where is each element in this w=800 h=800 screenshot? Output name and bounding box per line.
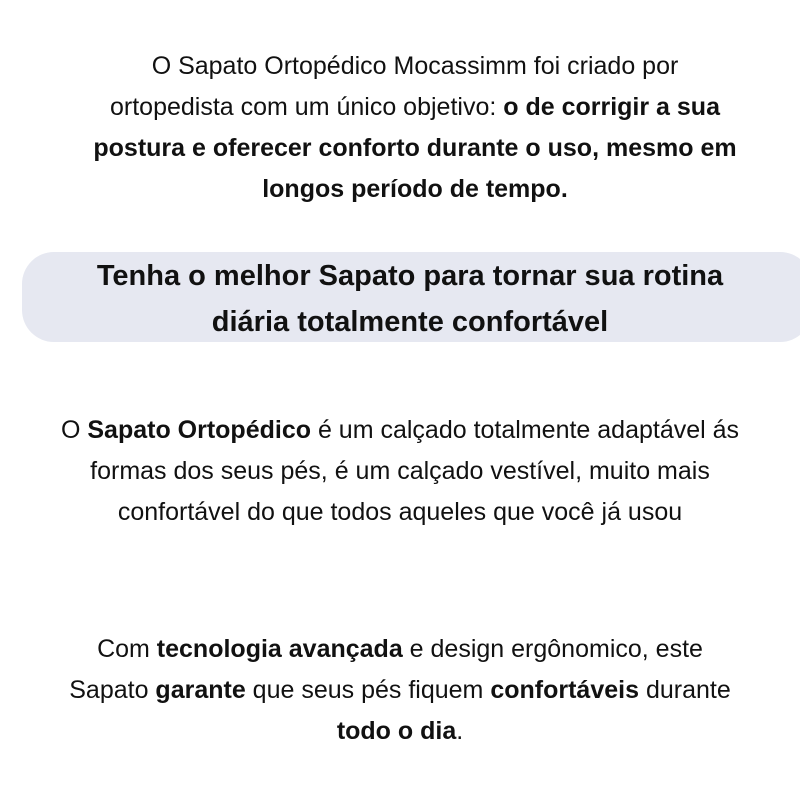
intro-line-4-bold: longos período de tempo. bbox=[262, 175, 568, 203]
tech-text-3: e design ergônomico, este bbox=[402, 635, 703, 663]
tech-text-1: Com bbox=[97, 635, 157, 663]
tech-text-10: . bbox=[456, 717, 464, 745]
tech-text-6: que seus pés fiquem bbox=[245, 676, 491, 704]
description-prefix: O bbox=[60, 416, 88, 444]
intro-line-3-bold: postura e oferecer conforto durante o uso, mesmo em bbox=[93, 134, 737, 162]
tech-text-8: durante bbox=[639, 676, 731, 704]
tech-bold-todo-o-dia: todo o dia bbox=[336, 717, 457, 745]
intro-line-2-bold: o de corrigir a sua bbox=[503, 93, 720, 121]
description-line-2: formas dos seus pés, é um calçado vestível, muito mais bbox=[90, 457, 710, 485]
tech-bold-garante: garante bbox=[155, 676, 246, 704]
headline-line-1: Tenha o melhor Sapato para tornar sua rotina bbox=[96, 260, 724, 292]
description-product-name: Sapato Ortopédico bbox=[87, 416, 311, 444]
description-paragraph bbox=[0, 410, 800, 533]
intro-paragraph bbox=[20, 46, 800, 210]
tech-bold-tecnologia: tecnologia avançada bbox=[156, 635, 403, 663]
tech-bold-confortaveis: confortáveis bbox=[490, 676, 639, 704]
headline-line-2: diária totalmente confortável bbox=[211, 306, 609, 338]
intro-line-1: O Sapato Ortopédico Mocassimm foi criado por bbox=[151, 52, 679, 80]
tech-text-4: Sapato bbox=[69, 676, 156, 704]
description-line-3: confortável do que todos aqueles que você já usou bbox=[117, 498, 683, 526]
description-line-1-rest: é um calçado totalmente adaptável ás bbox=[311, 416, 740, 444]
intro-line-2: ortopedista com um único objetivo: bbox=[109, 93, 504, 121]
headline bbox=[20, 253, 800, 345]
technology-paragraph bbox=[0, 629, 800, 752]
